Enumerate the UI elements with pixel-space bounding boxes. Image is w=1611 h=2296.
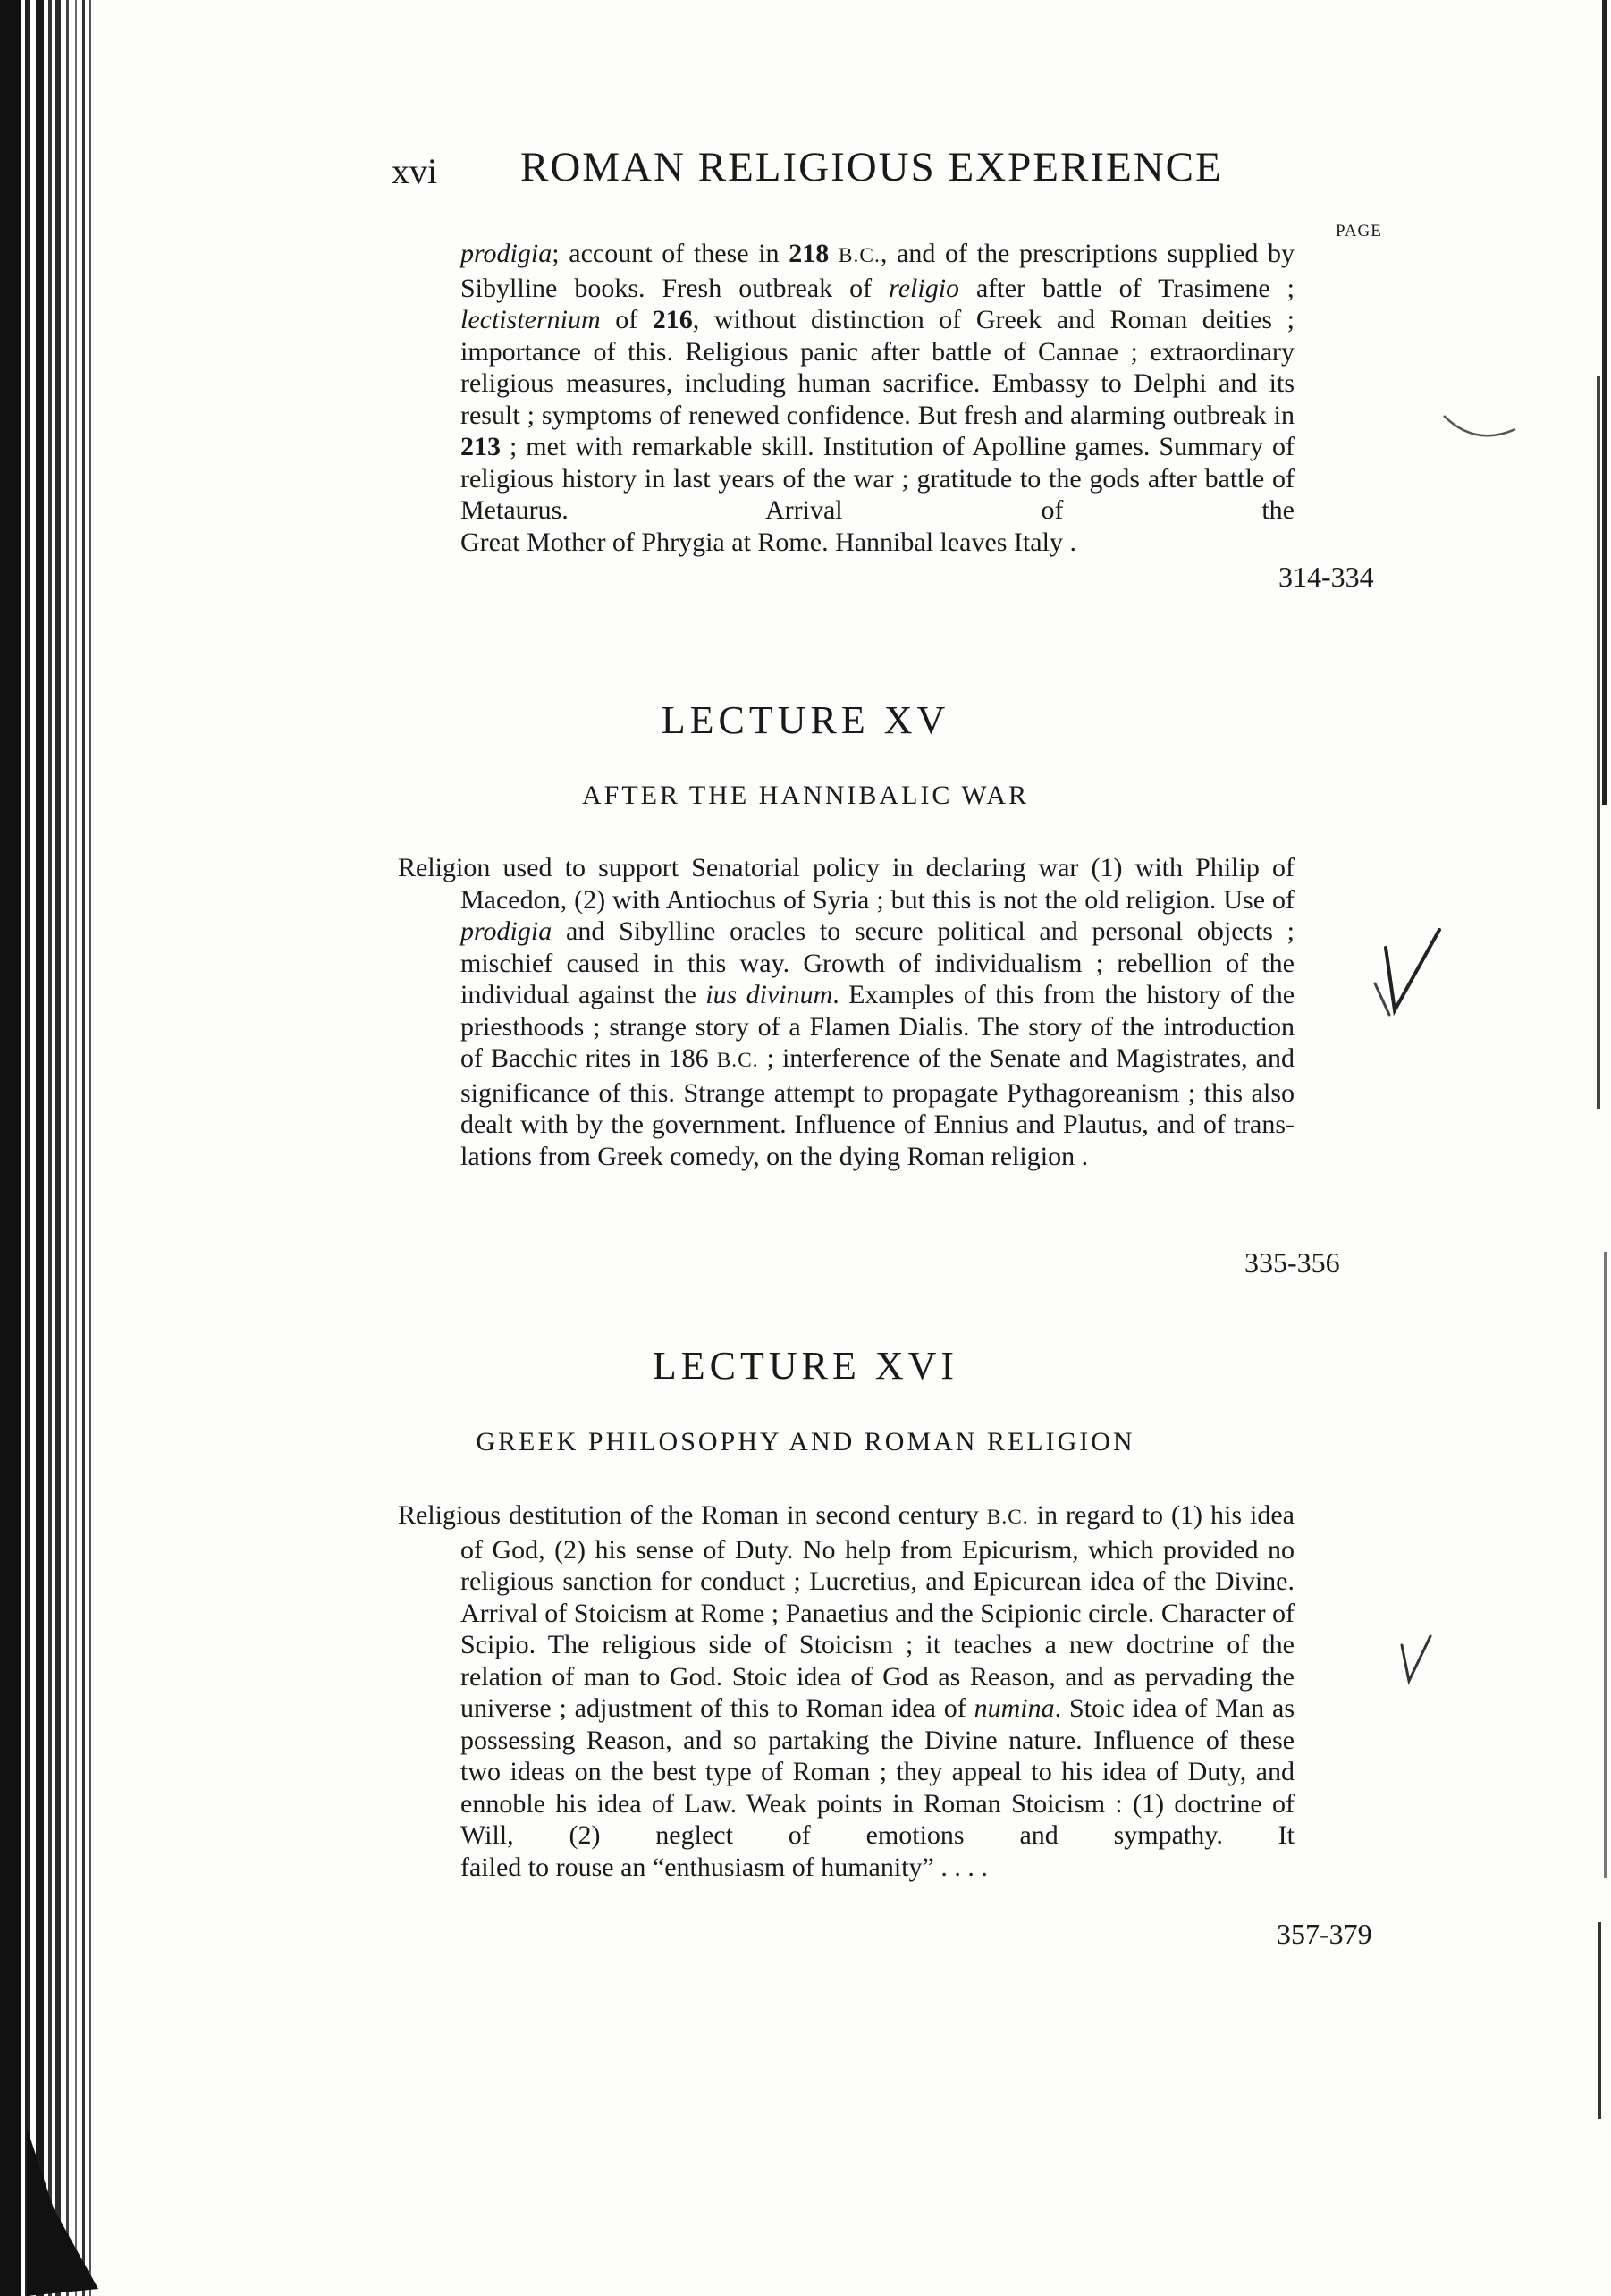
lecture14_cont-text-segment: 218 <box>789 239 830 268</box>
lecture14_cont-text-segment: lectisternium <box>460 305 601 334</box>
lecture14_cont-last-line: Great Mother of Phrygia at Rome. Hannibal leaves Italy . <box>460 527 1076 557</box>
lecture15-body-text <box>398 852 1295 1141</box>
lecture15-text-segment: ius divinum <box>705 980 833 1009</box>
lecture14_cont-text-segment: , without distinction of Greek and Roman deities ; importance of this. Religious panic after battle of Cannae ; extraordinary religious measures, including human sacrifice. Embassy to Delphi and its result ; symptoms of renewed confidence. But fresh and alarming outbreak in <box>460 305 1295 430</box>
lecture14_cont-text-segment: 213 <box>460 432 501 461</box>
page-column-label: PAGE <box>1336 222 1382 241</box>
page-number: xvi <box>392 151 438 191</box>
lecture16-text-segment: . Stoic idea of Man as possessing Reason, and so partaking the Divine nature. Influence of these two ideas on the best type of Roman ; they appeal to his idea of Duty, and ennoble his idea of Law. Weak points in Roman Stoicism : (1) doctrine of Will, (2) neglect of emotions and sympathy. It <box>460 1693 1295 1850</box>
lecture15-text-segment: Religion used to support Senatorial policy in declaring war (1) with Philip of Macedon, (2) with Antiochus of Syria ; but this is not the old religion. Use of <box>398 853 1295 915</box>
pencil-tick-mark-icon <box>1395 1627 1448 1699</box>
lecture16-text-segment: B.C. <box>986 1506 1029 1529</box>
pencil-tick-mark-icon <box>1368 921 1448 1019</box>
book-spine-edge <box>0 0 107 2296</box>
lecture16-page-range: 357-379 <box>1277 1918 1372 1950</box>
page-right-edge <box>1575 0 1611 2296</box>
lecture16-summary <box>398 1499 1295 1883</box>
lecture14_cont-text-segment: of <box>600 305 653 334</box>
running-title: ROMAN RELIGIOUS EXPERIENCE <box>520 144 1223 190</box>
lecture14_cont-text-segment: ; account of these in <box>552 239 789 268</box>
lecture16-text-segment: in regard to (1) his idea of God, (2) his sense of Duty. No help from Epicurism, which provided no religious sanction for conduct ; Lucretius, and Epicurean idea of the Divine. Arrival of Stoicism at Rome ; Panaetius and the Scipionic circle. Character of Scipio. The religious side of Stoicism ; it teaches a new doctrine of the relation of man to God. Stoic idea of God as Reason, and as pervading the universe ; adjustment of this to Roman idea of <box>460 1500 1295 1723</box>
lecture16-body-text <box>398 1499 1295 1852</box>
lecture15-page-range: 335-356 <box>1244 1246 1340 1279</box>
lecture16-last-line: failed to rouse an “enthusiasm of humanity” . . . . <box>460 1852 988 1882</box>
lecture14-page-range: 314-334 <box>1278 561 1374 593</box>
lecture14_cont-text-segment: 216 <box>652 305 693 334</box>
lecture14_cont-text-segment: ; met with remarkable skill. Institution of Apolline games. Summary of religious history in last years of the war ; gratitude to the gods after battle of Metaurus. Arrival of the <box>460 432 1295 525</box>
lecture14_cont-text-segment <box>829 239 839 268</box>
lecture15-summary <box>398 852 1295 1172</box>
lecture14_cont-text-segment: , and of the prescriptions supplied by Sibylline books. Fresh outbreak of <box>460 239 1295 303</box>
lecture14_cont-text-segment: after battle of Trasimene ; <box>959 273 1295 303</box>
pencil-curve-mark-icon <box>1439 407 1520 452</box>
lecture14_cont-text-segment: religio <box>889 273 960 303</box>
lecture16-title: LECTURE XVI <box>652 1344 959 1388</box>
lecture15-text-segment: prodigia <box>460 916 552 946</box>
lecture16-text-segment: numina <box>974 1693 1055 1723</box>
lecture14_cont-text-segment: prodigia <box>460 239 552 268</box>
running-header <box>0 143 1611 197</box>
lecture14_cont-text-segment: B.C. <box>838 244 881 267</box>
lecture15-last-line: lations from Greek comedy, on the dying Roman religion . <box>460 1141 1089 1171</box>
lecture15-subtitle: AFTER THE HANNIBALIC WAR <box>581 781 1030 810</box>
lecture15-text-segment: . Examples of this from the history of the priesthoods ; strange story of a Flamen Dialis. The story of the introduction of Bacchic rites in 186 <box>460 980 1295 1073</box>
lecture16-subtitle: GREEK PHILOSOPHY AND ROMAN RELIGION <box>476 1427 1135 1456</box>
lecture16-text-segment: Religious destitution of the Roman in second century <box>398 1500 987 1530</box>
lecture15-text-segment: B.C. <box>716 1049 759 1072</box>
lecture14_cont-body-text <box>460 238 1295 527</box>
lecture14-summary-continued <box>460 238 1295 558</box>
lecture15-text-segment: and Sibylline oracles to secure political and personal objects ; mischief caused in this way. Growth of individualism ; rebellion of the individual against the <box>460 916 1295 1009</box>
lecture15-text-segment: ; interference of the Senate and Magistrates, and significance of this. Strange attempt to propagate Pythagoreanism ; this also dealt with by the government. Influence of Ennius and Plautus, and of trans- <box>460 1043 1295 1139</box>
lecture15-title: LECTURE XV <box>661 698 950 742</box>
